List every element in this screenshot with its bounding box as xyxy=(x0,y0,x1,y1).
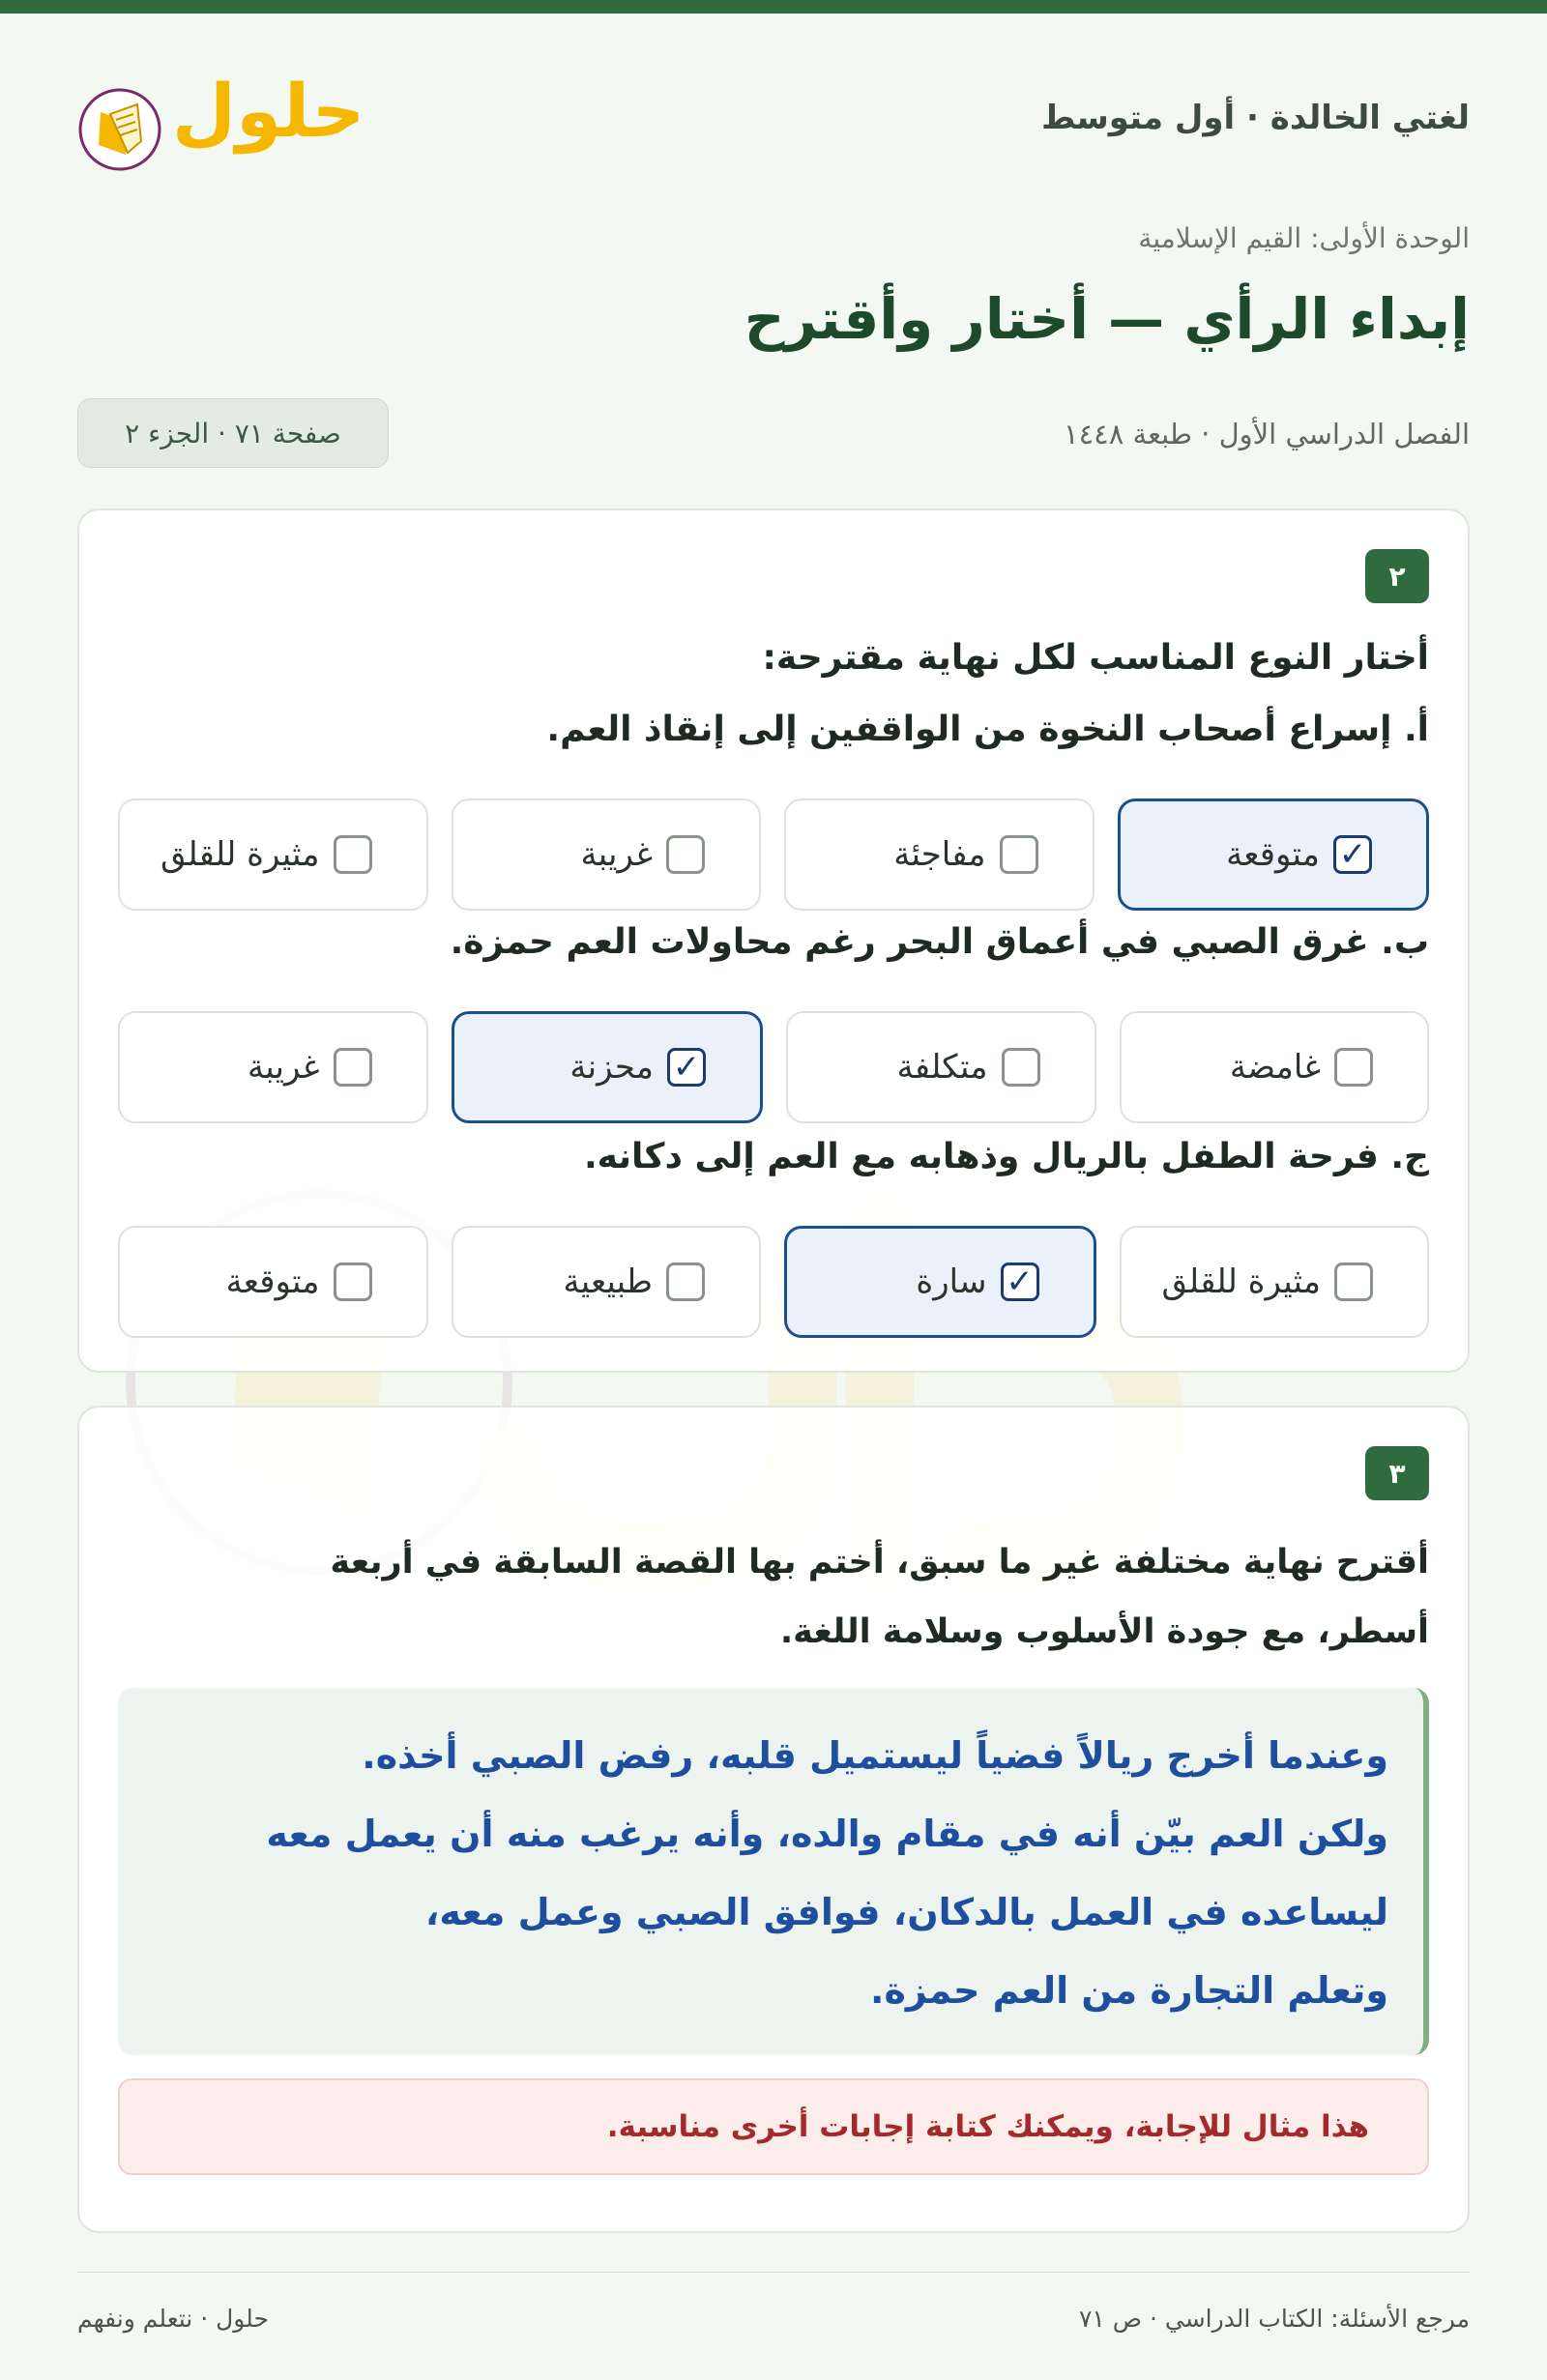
option-label: غريبة xyxy=(248,1048,320,1087)
question-prompt-line-1: أقترح نهاية مختلفة غير ما سبق، أختم بها القصة السابقة في أربعة xyxy=(330,1543,1429,1582)
item-c-text: ج. فرحة الطفل بالريال وذهابه مع العم إلى دكانه. xyxy=(583,1137,1429,1176)
option-label: غريبة xyxy=(580,835,653,874)
option-c-natural[interactable] xyxy=(452,1226,762,1338)
checkbox-empty-icon[interactable] xyxy=(666,835,705,874)
option-label: غامضة xyxy=(1229,1048,1321,1087)
option-a-worrying[interactable] xyxy=(118,798,428,911)
question-number-badge: ٣ xyxy=(1365,1446,1429,1500)
checkbox-empty-icon[interactable] xyxy=(1334,1048,1373,1087)
question-number-badge: ٢ xyxy=(1365,549,1429,603)
option-c-expected[interactable] xyxy=(118,1226,428,1338)
footer-divider xyxy=(77,2272,1470,2273)
checkbox-checked-icon[interactable]: ✓ xyxy=(667,1048,706,1087)
checkbox-empty-icon[interactable] xyxy=(666,1263,705,1301)
option-label: مثيرة للقلق xyxy=(1161,1263,1321,1301)
footer-reference: مرجع الأسئلة: الكتاب الدراسي · ص ٧١ xyxy=(1078,2305,1470,2333)
top-accent-bar xyxy=(0,0,1547,14)
hulul-logo[interactable] xyxy=(77,66,365,172)
item-b-text: ب. غرق الصبي في أعماق البحر رغم محاولات العم حمزة. xyxy=(450,922,1429,962)
option-b-mysterious[interactable] xyxy=(1120,1011,1430,1123)
option-label: سارة xyxy=(916,1263,987,1301)
answer-line: وتعلم التجارة من العم حمزة. xyxy=(870,1969,1388,2012)
answer-line: وعندما أخرج ريالاً فضياً ليستميل قلبه، رفض الصبي أخذه. xyxy=(362,1734,1388,1777)
option-c-worrying[interactable] xyxy=(1120,1226,1430,1338)
checkbox-empty-icon[interactable] xyxy=(1334,1263,1373,1301)
item-a-options xyxy=(118,798,1429,911)
item-a-text: أ. إسراع أصحاب النخوة من الواقفين إلى إنقاذ العم. xyxy=(546,710,1429,749)
option-a-strange[interactable] xyxy=(452,798,762,911)
checkbox-empty-icon[interactable] xyxy=(334,1263,372,1301)
checkbox-empty-icon[interactable] xyxy=(1000,835,1038,874)
option-label: متوقعة xyxy=(1226,835,1320,874)
item-c-options xyxy=(118,1226,1429,1338)
checkbox-checked-icon[interactable]: ✓ xyxy=(1333,835,1372,874)
option-label: طبيعية xyxy=(563,1263,653,1301)
item-b-options xyxy=(118,1011,1429,1123)
option-label: محزنة xyxy=(569,1048,654,1087)
option-label: متوقعة xyxy=(225,1263,320,1301)
checkbox-empty-icon[interactable] xyxy=(1002,1048,1040,1087)
option-b-contrived[interactable] xyxy=(786,1011,1096,1123)
option-c-happy[interactable] xyxy=(784,1226,1096,1338)
question-card-choose-type xyxy=(77,508,1470,1373)
unit-label: الوحدة الأولى: القيم الإسلامية xyxy=(1138,222,1470,254)
page-header xyxy=(77,58,1470,174)
model-answer-box xyxy=(118,1688,1429,2055)
semester-edition: الفصل الدراسي الأول · طبعة ١٤٤٨ xyxy=(1064,418,1470,450)
question-prompt: أختار النوع المناسب لكل نهاية مقترحة: xyxy=(762,638,1429,678)
option-a-surprising[interactable] xyxy=(784,798,1095,911)
answer-line: ولكن العم بيّن أنه في مقام والده، وأنه يرغب منه أن يعمل معه xyxy=(266,1813,1388,1855)
answer-note: هذا مثال للإجابة، ويمكنك كتابة إجابات أخرى مناسبة. xyxy=(118,2078,1429,2175)
checkbox-checked-icon[interactable]: ✓ xyxy=(1001,1263,1039,1301)
page-number-badge: صفحة ٧١ · الجزء ٢ xyxy=(77,398,389,468)
option-b-sad[interactable] xyxy=(452,1011,764,1123)
answer-line: ليساعده في العمل بالدكان، فوافق الصبي وعمل معه، xyxy=(424,1891,1388,1933)
footer-brand: حلول · نتعلم ونفهم xyxy=(77,2305,269,2333)
question-card-suggest-ending xyxy=(77,1406,1470,2233)
option-label: مثيرة للقلق xyxy=(160,835,320,874)
checkbox-empty-icon[interactable] xyxy=(334,1048,372,1087)
checkbox-empty-icon[interactable] xyxy=(334,835,372,874)
page-title: إبداء الرأي — أختار وأقترح xyxy=(744,286,1470,352)
question-prompt-line-2: أسطر، مع جودة الأسلوب وسلامة اللغة. xyxy=(779,1612,1429,1651)
option-label: مفاجئة xyxy=(893,835,986,874)
logo-wordmark: حلول xyxy=(172,68,365,154)
option-label: متكلفة xyxy=(896,1048,988,1087)
option-b-strange[interactable] xyxy=(118,1011,428,1123)
subject-label: لغتي الخالدة · أول متوسط xyxy=(1040,99,1470,137)
option-a-expected[interactable] xyxy=(1118,798,1430,911)
